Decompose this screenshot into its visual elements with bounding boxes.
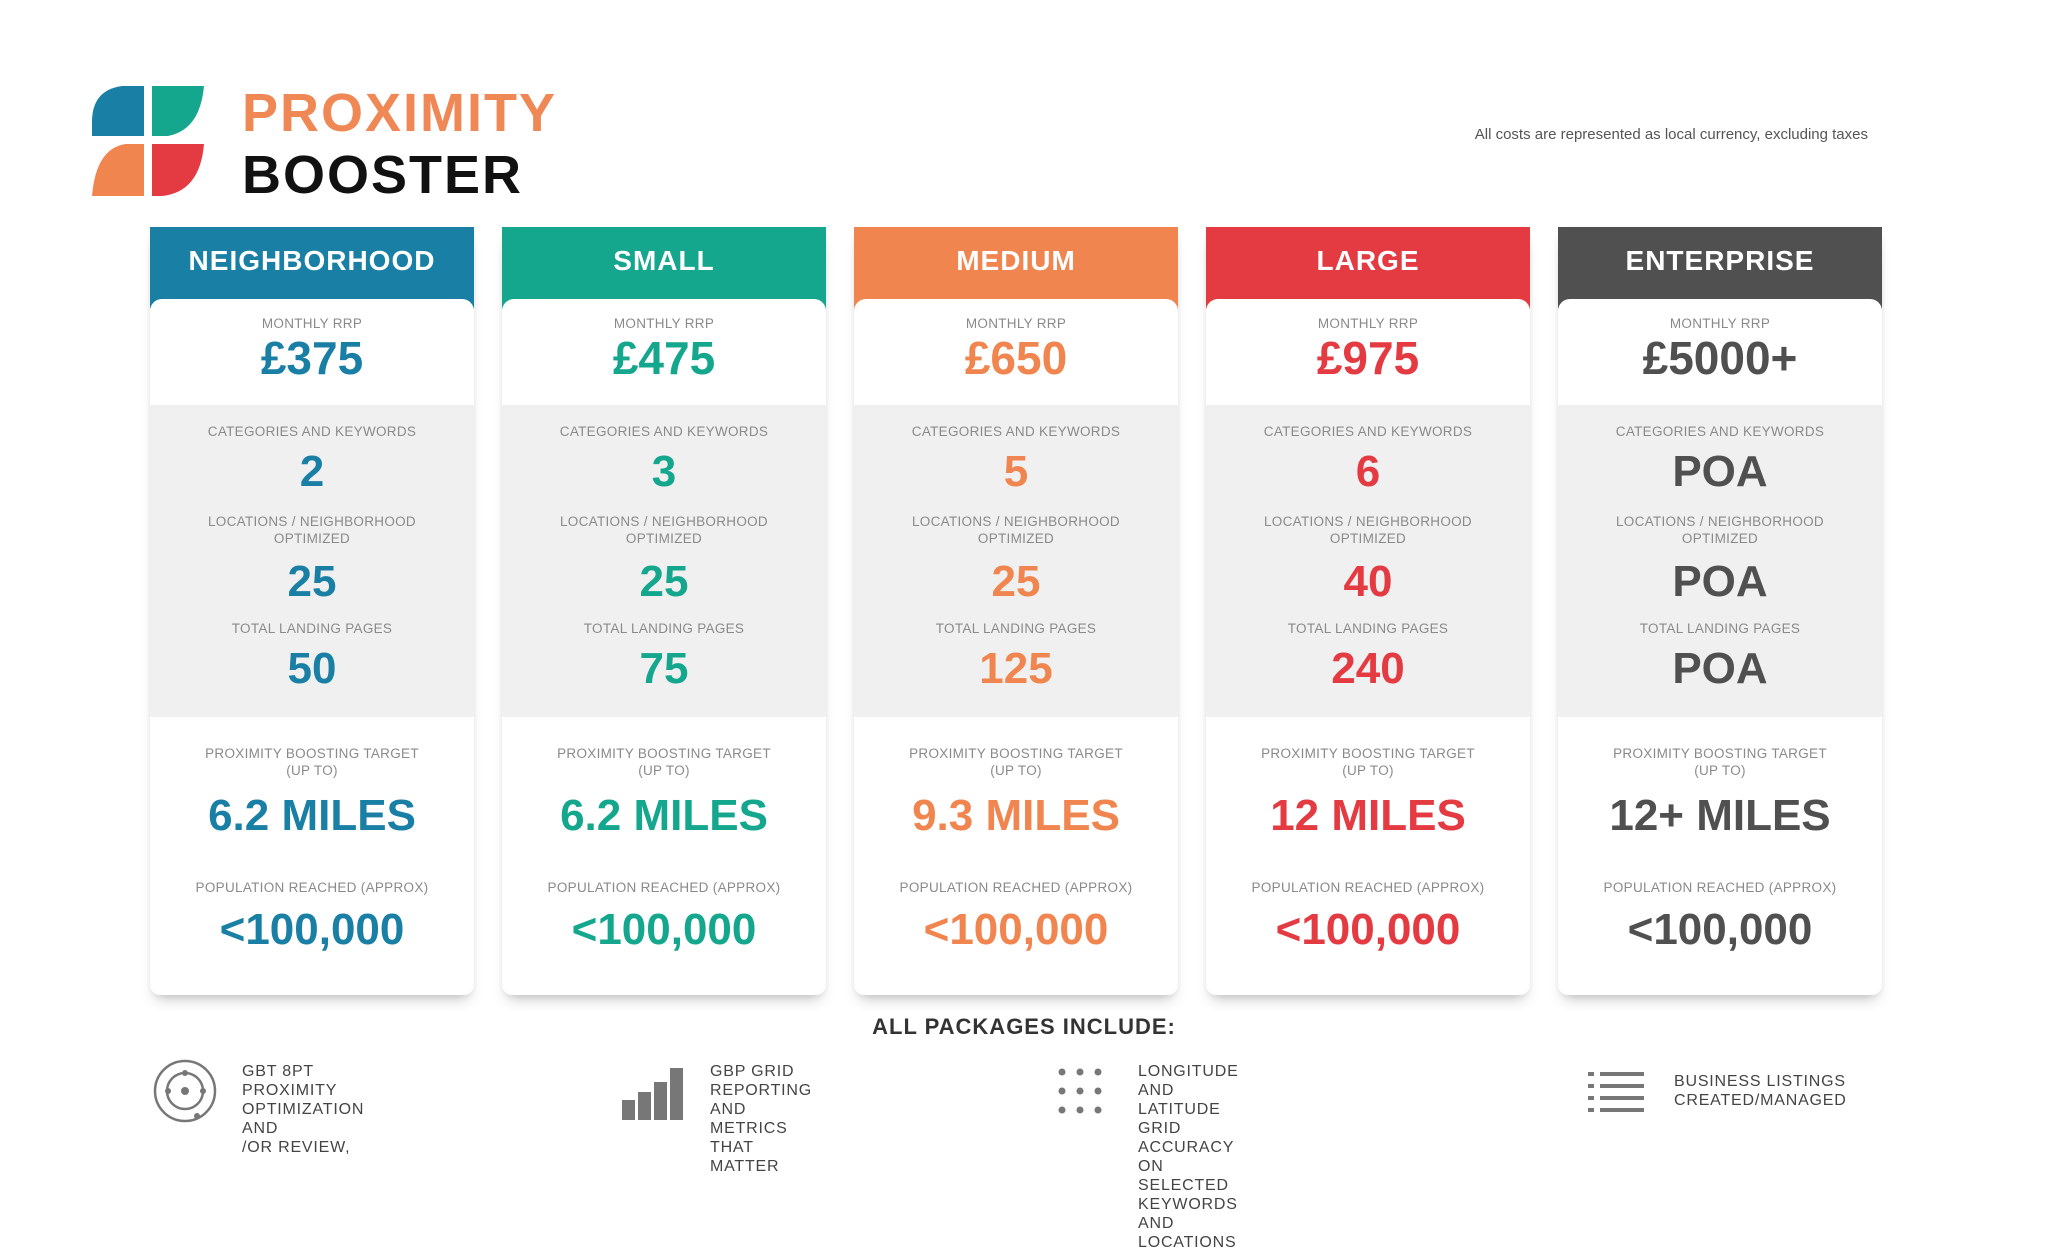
- locations-value: 25: [991, 557, 1041, 606]
- locations-value: 25: [639, 557, 689, 606]
- logo-petal-bottom-right: [152, 144, 204, 196]
- target-label-line2: (UP TO): [286, 763, 338, 778]
- target-miles-value: 9.3 MILES: [912, 791, 1120, 840]
- landing-pages-value: 75: [639, 644, 689, 693]
- locations-value: POA: [1672, 557, 1768, 606]
- plan-header: [1558, 227, 1882, 309]
- categories-label: CATEGORIES AND KEYWORDS: [1615, 424, 1825, 439]
- brand-title-line1: PROXIMITY: [242, 83, 558, 143]
- categories-label: CATEGORIES AND KEYWORDS: [911, 424, 1121, 439]
- plan-card-neighborhood: [150, 227, 474, 995]
- include-text: BUSINESS LISTINGS CREATED/MANAGED: [1674, 1073, 1847, 1109]
- monthly-rrp-label: MONTHLY RRP: [1669, 316, 1771, 331]
- pricing-disclaimer: All costs are represented as local currency, excluding taxes: [1474, 126, 1868, 143]
- logo-petal-top-right: [152, 86, 204, 136]
- landing-pages-label: TOTAL LANDING PAGES: [935, 621, 1097, 636]
- logo-petal-top-left: [92, 86, 144, 136]
- population-label: POPULATION REACHED (APPROX): [899, 880, 1133, 895]
- target-label-line2: (UP TO): [990, 763, 1042, 778]
- list-icon: [1584, 1056, 1654, 1126]
- target-label-line1: PROXIMITY BOOSTING TARGET: [1261, 746, 1475, 761]
- locations-label-line1: LOCATIONS / NEIGHBORHOOD: [1264, 514, 1472, 529]
- target-miles-value: 12 MILES: [1270, 791, 1466, 840]
- brand-title-line2: BOOSTER: [242, 145, 524, 205]
- locations-label-line2: OPTIMIZED: [1329, 531, 1407, 546]
- plan-card-medium: [854, 227, 1178, 995]
- landing-pages-value: 125: [979, 644, 1053, 693]
- categories-value: 6: [1355, 447, 1381, 496]
- include-text: LONGITUDE AND LATITUDE GRID ACCURACY ON SELECTED KEYWORDS AND LOCATIONS: [1138, 1063, 1239, 1251]
- plan-price: £650: [964, 332, 1068, 384]
- bar-chart-icon: [618, 1056, 688, 1126]
- logo-petal-bottom-left: [92, 144, 144, 196]
- landing-pages-value: POA: [1672, 644, 1768, 693]
- plan-card-large: [1206, 227, 1530, 995]
- plan-name: NEIGHBORHOOD: [188, 245, 436, 276]
- landing-pages-label: TOTAL LANDING PAGES: [583, 621, 745, 636]
- monthly-rrp-label: MONTHLY RRP: [613, 316, 715, 331]
- monthly-rrp-label: MONTHLY RRP: [261, 316, 363, 331]
- locations-label-line2: OPTIMIZED: [977, 531, 1055, 546]
- locations-value: 25: [287, 557, 337, 606]
- target-label-line1: PROXIMITY BOOSTING TARGET: [557, 746, 771, 761]
- pricing-cards: [150, 227, 1884, 995]
- plan-name: MEDIUM: [956, 245, 1076, 276]
- target-label-line1: PROXIMITY BOOSTING TARGET: [1613, 746, 1827, 761]
- plan-price: £5000+: [1642, 332, 1798, 384]
- categories-value: 3: [651, 447, 677, 496]
- population-label: POPULATION REACHED (APPROX): [1251, 880, 1485, 895]
- landing-pages-value: 50: [287, 644, 337, 693]
- plan-name: ENTERPRISE: [1625, 245, 1815, 276]
- plan-header: [150, 227, 474, 309]
- plan-price: £375: [260, 332, 364, 384]
- categories-value: 5: [1003, 447, 1029, 496]
- include-text: GBP GRID REPORTING AND METRICS THAT MATTER: [710, 1063, 813, 1175]
- population-value: <100,000: [923, 905, 1109, 954]
- plan-price: £975: [1316, 332, 1420, 384]
- categories-label: CATEGORIES AND KEYWORDS: [207, 424, 417, 439]
- categories-value: 2: [299, 447, 325, 496]
- monthly-rrp-label: MONTHLY RRP: [965, 316, 1067, 331]
- plan-card-enterprise: [1558, 227, 1882, 995]
- population-value: <100,000: [571, 905, 757, 954]
- population-value: <100,000: [1275, 905, 1461, 954]
- locations-label-line2: OPTIMIZED: [273, 531, 351, 546]
- target-label-line1: PROXIMITY BOOSTING TARGET: [909, 746, 1123, 761]
- dot-grid-icon: [1046, 1056, 1116, 1126]
- population-label: POPULATION REACHED (APPROX): [547, 880, 781, 895]
- locations-label-line1: LOCATIONS / NEIGHBORHOOD: [1616, 514, 1824, 529]
- plan-name: SMALL: [613, 245, 715, 276]
- plan-header: [854, 227, 1178, 309]
- landing-pages-label: TOTAL LANDING PAGES: [1287, 621, 1449, 636]
- target-miles-value: 6.2 MILES: [560, 791, 768, 840]
- categories-value: POA: [1672, 447, 1768, 496]
- monthly-rrp-label: MONTHLY RRP: [1317, 316, 1419, 331]
- target-label-line2: (UP TO): [1342, 763, 1394, 778]
- target-label-line1: PROXIMITY BOOSTING TARGET: [205, 746, 419, 761]
- categories-label: CATEGORIES AND KEYWORDS: [1263, 424, 1473, 439]
- population-value: <100,000: [1627, 905, 1813, 954]
- locations-label-line2: OPTIMIZED: [625, 531, 703, 546]
- target-miles-value: 6.2 MILES: [208, 791, 416, 840]
- plan-price: £475: [612, 332, 716, 384]
- categories-label: CATEGORIES AND KEYWORDS: [559, 424, 769, 439]
- population-label: POPULATION REACHED (APPROX): [1603, 880, 1837, 895]
- landing-pages-value: 240: [1331, 644, 1405, 693]
- population-label: POPULATION REACHED (APPROX): [195, 880, 429, 895]
- population-value: <100,000: [219, 905, 405, 954]
- plan-header: [502, 227, 826, 309]
- proximity-booster-logo: [92, 86, 204, 196]
- target-label-line2: (UP TO): [638, 763, 690, 778]
- locations-label-line1: LOCATIONS / NEIGHBORHOOD: [208, 514, 416, 529]
- locations-label-line1: LOCATIONS / NEIGHBORHOOD: [912, 514, 1120, 529]
- locations-value: 40: [1343, 557, 1393, 606]
- plan-header: [1206, 227, 1530, 309]
- target-radar-icon: [150, 1056, 220, 1126]
- locations-label-line1: LOCATIONS / NEIGHBORHOOD: [560, 514, 768, 529]
- plan-name: LARGE: [1316, 245, 1420, 276]
- locations-label-line2: OPTIMIZED: [1681, 531, 1759, 546]
- landing-pages-label: TOTAL LANDING PAGES: [231, 621, 393, 636]
- target-label-line2: (UP TO): [1694, 763, 1746, 778]
- landing-pages-label: TOTAL LANDING PAGES: [1639, 621, 1801, 636]
- plan-card-small: [502, 227, 826, 995]
- brand-title: [242, 82, 557, 206]
- target-miles-value: 12+ MILES: [1609, 791, 1831, 840]
- includes-title: ALL PACKAGES INCLUDE:: [872, 1014, 1176, 1039]
- include-text: GBT 8PT PROXIMITY OPTIMIZATION AND /OR REVIEW,: [242, 1063, 365, 1156]
